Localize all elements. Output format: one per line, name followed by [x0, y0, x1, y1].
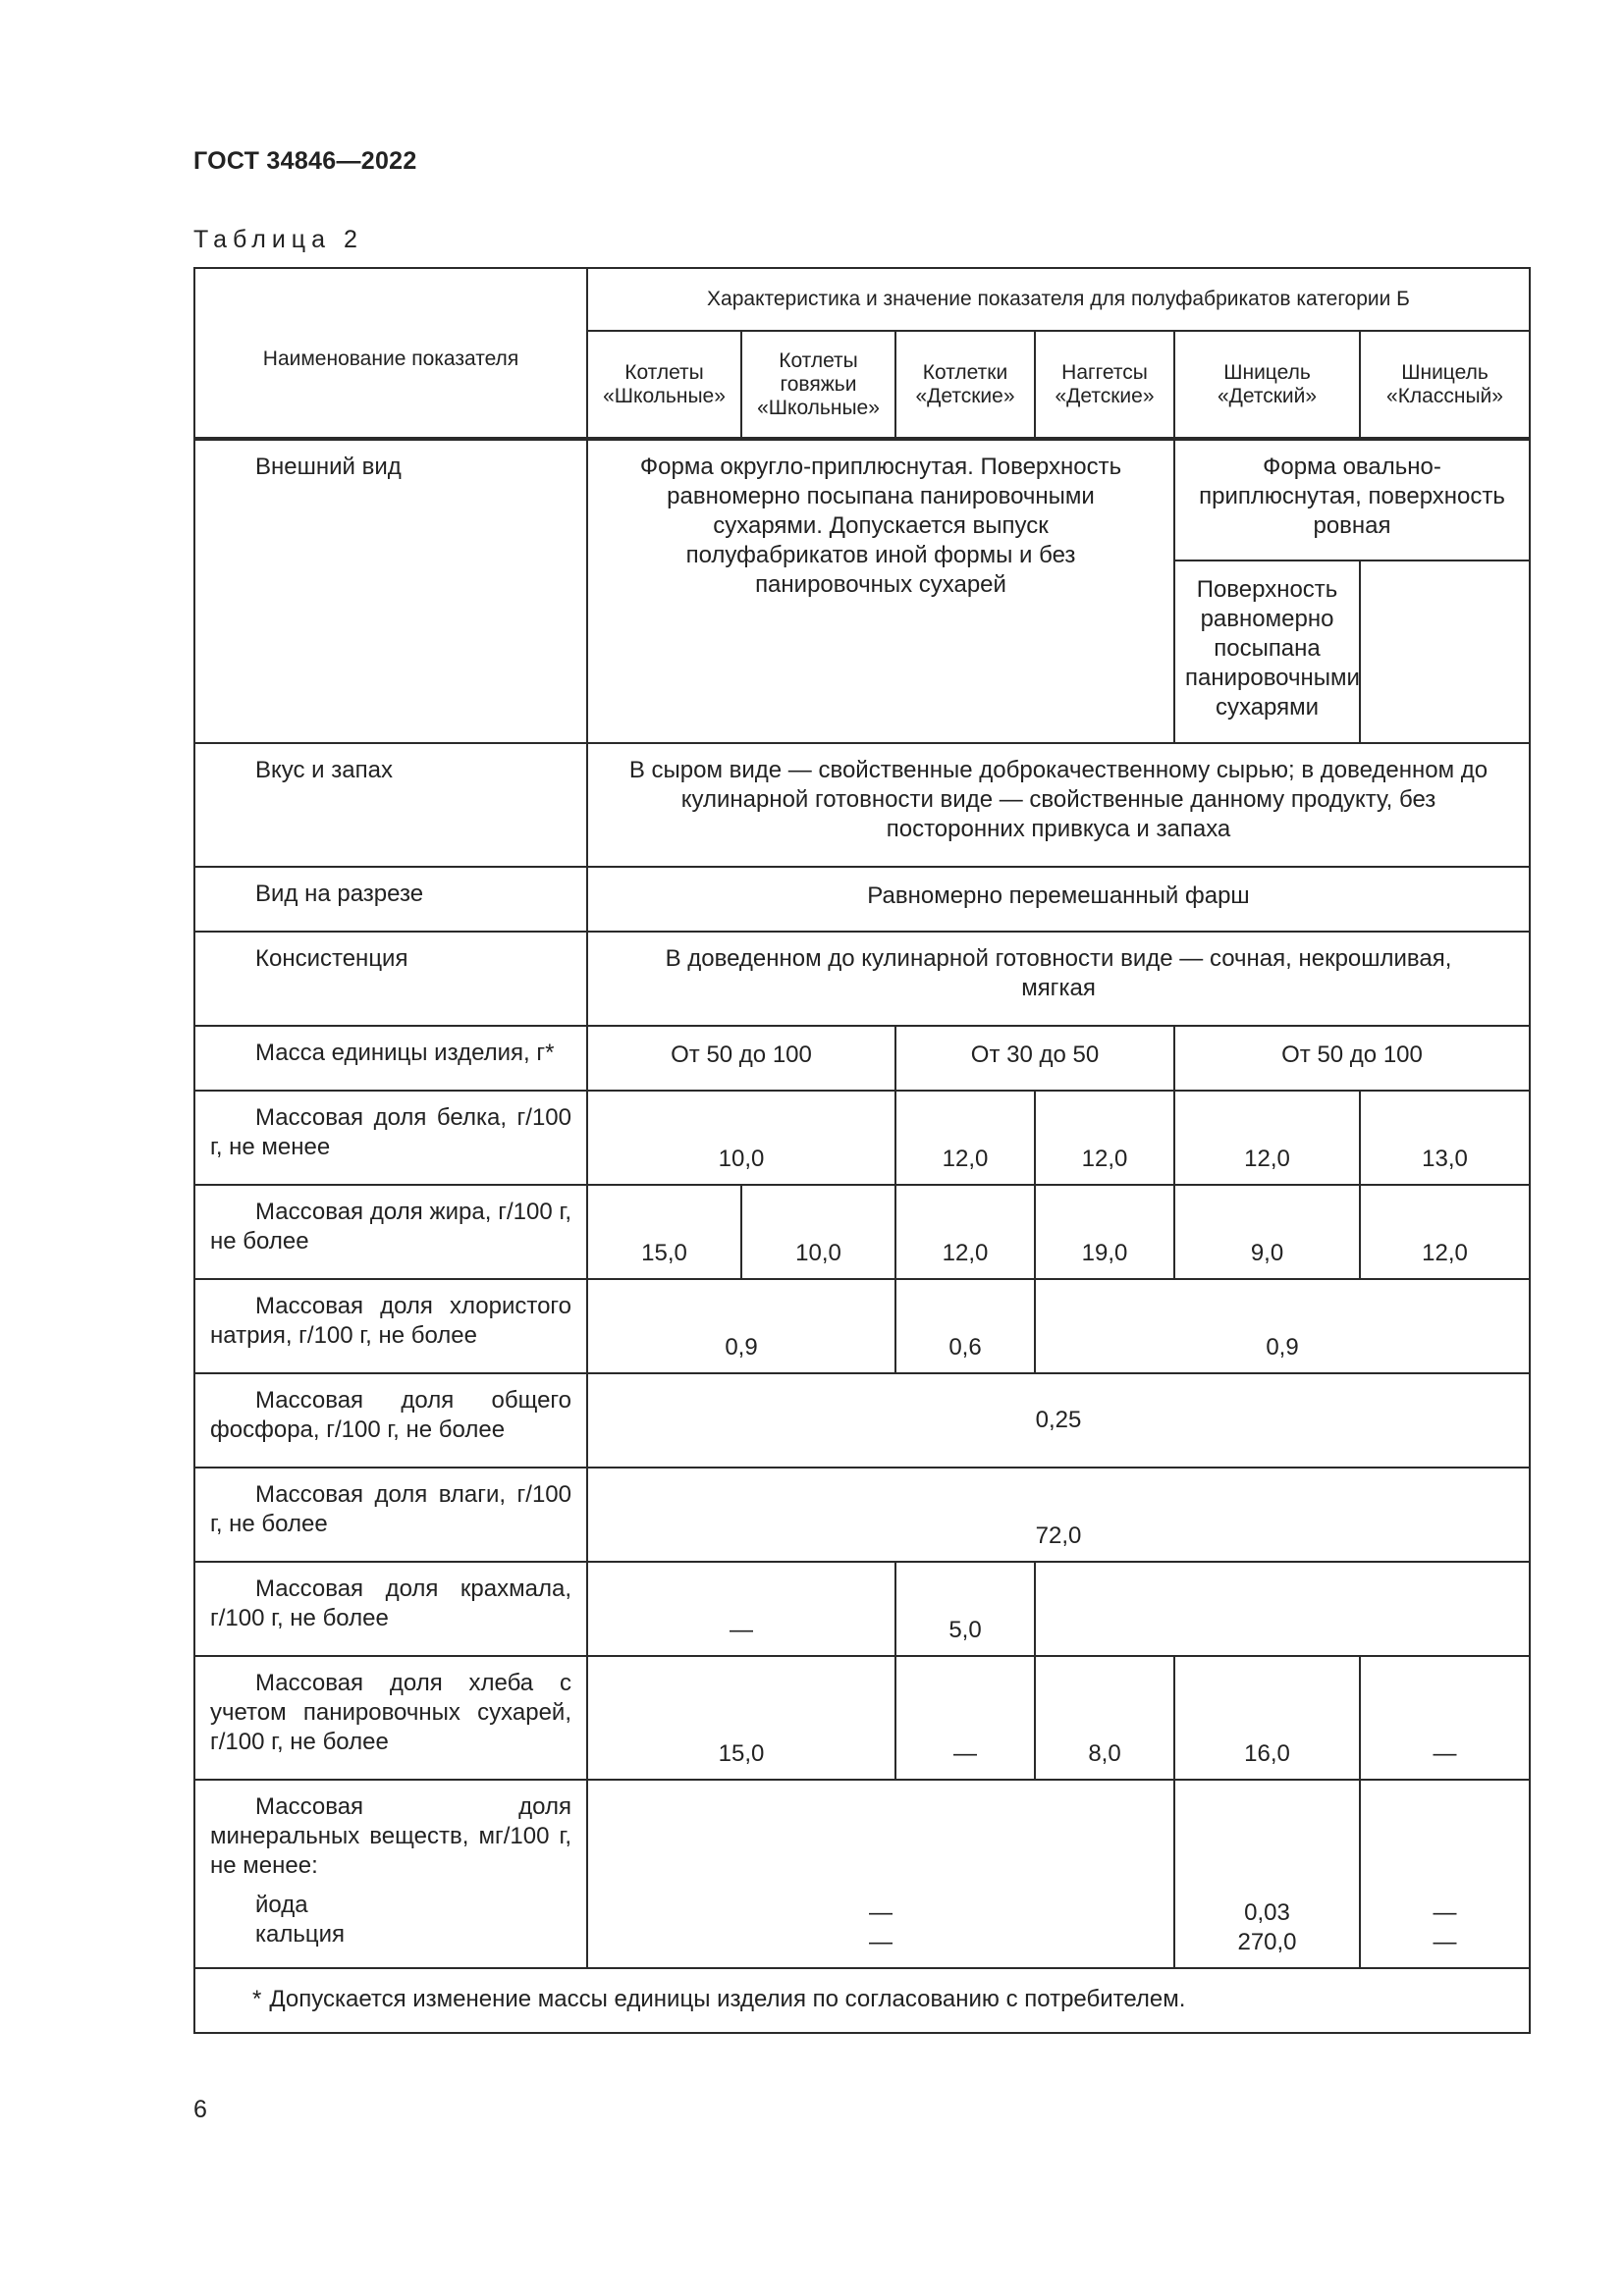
header-category-group: Характеристика и значение показателя для полуфабрикатов категории Б: [587, 268, 1530, 331]
protein-value-1-2: 10,0: [587, 1091, 895, 1185]
row-name-taste: Вкус и запах: [194, 743, 587, 867]
row-name-starch: Массовая доля крахмала, г/100 г, не более: [194, 1562, 587, 1656]
mass-value-2: От 30 до 50: [895, 1026, 1174, 1091]
mass-value-1: От 50 до 100: [587, 1026, 895, 1091]
fat-value-1: 15,0: [587, 1185, 741, 1279]
appearance-value-shape: Форма овально-приплюснутая, поверхность ровная: [1174, 439, 1530, 561]
appearance-empty-cell: [1360, 561, 1530, 743]
minerals-value-1-4: [587, 1780, 1174, 1968]
row-name-section: Вид на разрезе: [194, 867, 587, 932]
header-product-6: Шницель «Классный»: [1360, 331, 1530, 439]
bread-value-6: —: [1360, 1656, 1530, 1780]
appearance-value-main: Форма округло-приплюснутая. Поверхность равномерно посыпана панировочными сухарями. Допускается выпуск полуфабрикатов иной формы и без панировочных сухарей: [587, 439, 1174, 743]
phosphorus-value: 0,25: [587, 1373, 1530, 1468]
appearance-value-surface: Поверхность равномерно посыпана панировочными сухарями: [1174, 561, 1360, 743]
starch-empty-cell: [1035, 1562, 1530, 1656]
document-header: ГОСТ 34846—2022: [193, 147, 417, 175]
moisture-value: 72,0: [587, 1468, 1530, 1562]
specification-table: [193, 267, 1531, 2034]
bread-value-4: 8,0: [1035, 1656, 1174, 1780]
header-product-2: Котлеты говяжьи «Школьные»: [741, 331, 895, 439]
salt-value-4-6: 0,9: [1035, 1279, 1530, 1373]
header-product-1: Котлеты «Школьные»: [587, 331, 741, 439]
fat-value-6: 12,0: [1360, 1185, 1530, 1279]
salt-value-1-2: 0,9: [587, 1279, 895, 1373]
row-name-protein: Массовая доля белка, г/100 г, не менее: [194, 1091, 587, 1185]
table-footnote: [194, 1968, 1530, 2033]
row-name-consistency: Консистенция: [194, 932, 587, 1026]
bread-value-5: 16,0: [1174, 1656, 1360, 1780]
footnote-text: Допускается изменение массы единицы изделия по согласованию с потребителем.: [269, 1986, 1186, 2012]
protein-value-6: 13,0: [1360, 1091, 1530, 1185]
minerals-value-5: [1174, 1780, 1360, 1968]
consistency-value: В доведенном до кулинарной готовности виде — сочная, некрошливая, мягкая: [587, 932, 1530, 1026]
iodine-value-5: 0,03: [1244, 1899, 1290, 1926]
protein-value-4: 12,0: [1035, 1091, 1174, 1185]
row-name-bread: Массовая доля хлеба с учетом панировочных сухарей, г/100 г, не более: [194, 1656, 587, 1780]
section-value: Равномерно перемешанный фарш: [587, 867, 1530, 932]
starch-value-3: 5,0: [895, 1562, 1035, 1656]
row-name-moisture: Массовая доля влаги, г/100 г, не более: [194, 1468, 587, 1562]
minerals-value-6: [1360, 1780, 1530, 1968]
table-caption: Таблица 2: [193, 226, 363, 253]
bread-value-3: —: [895, 1656, 1035, 1780]
starch-value-1-2: —: [587, 1562, 895, 1656]
mineral-label-iodine: йода: [255, 1892, 308, 1918]
salt-value-3: 0,6: [895, 1279, 1035, 1373]
row-name-appearance: Внешний вид: [194, 439, 587, 743]
fat-value-2: 10,0: [741, 1185, 895, 1279]
row-name-salt: Массовая доля хлористого натрия, г/100 г, не более: [194, 1279, 587, 1373]
protein-value-5: 12,0: [1174, 1091, 1360, 1185]
footnote-mark: *: [252, 1986, 262, 2012]
mass-value-3: От 50 до 100: [1174, 1026, 1530, 1091]
protein-value-3: 12,0: [895, 1091, 1035, 1185]
bread-value-1-2: 15,0: [587, 1656, 895, 1780]
header-product-3: Котлетки «Детские»: [895, 331, 1035, 439]
header-indicator-name: Наименование показателя: [194, 268, 587, 439]
mineral-label-calcium: кальция: [255, 1921, 346, 1948]
calcium-value-5: 270,0: [1237, 1929, 1297, 1955]
fat-value-4: 19,0: [1035, 1185, 1174, 1279]
calcium-value-1-4: —: [869, 1929, 893, 1955]
page-number: 6: [193, 2096, 207, 2123]
header-product-4: Наггетсы «Детские»: [1035, 331, 1174, 439]
fat-value-5: 9,0: [1174, 1185, 1360, 1279]
calcium-value-6: —: [1433, 1929, 1457, 1955]
row-name-mass: Масса единицы изделия, г*: [194, 1026, 587, 1091]
fat-value-3: 12,0: [895, 1185, 1035, 1279]
row-name-minerals: Массовая доля минеральных веществ, мг/100 г, не менее: йода кальция: [194, 1780, 587, 1968]
iodine-value-6: —: [1433, 1899, 1457, 1926]
taste-value: В сыром виде — свойственные доброкачественному сырью; в доведенном до кулинарной готовности виде — свойственные данному продукту, без посторонних привкуса и запаха: [587, 743, 1530, 867]
iodine-value-1-4: —: [869, 1899, 893, 1926]
row-name-phosphorus: Массовая доля общего фосфора, г/100 г, не более: [194, 1373, 587, 1468]
header-product-5: Шницель «Детский»: [1174, 331, 1360, 439]
row-name-fat: Массовая доля жира, г/100 г, не более: [194, 1185, 587, 1279]
